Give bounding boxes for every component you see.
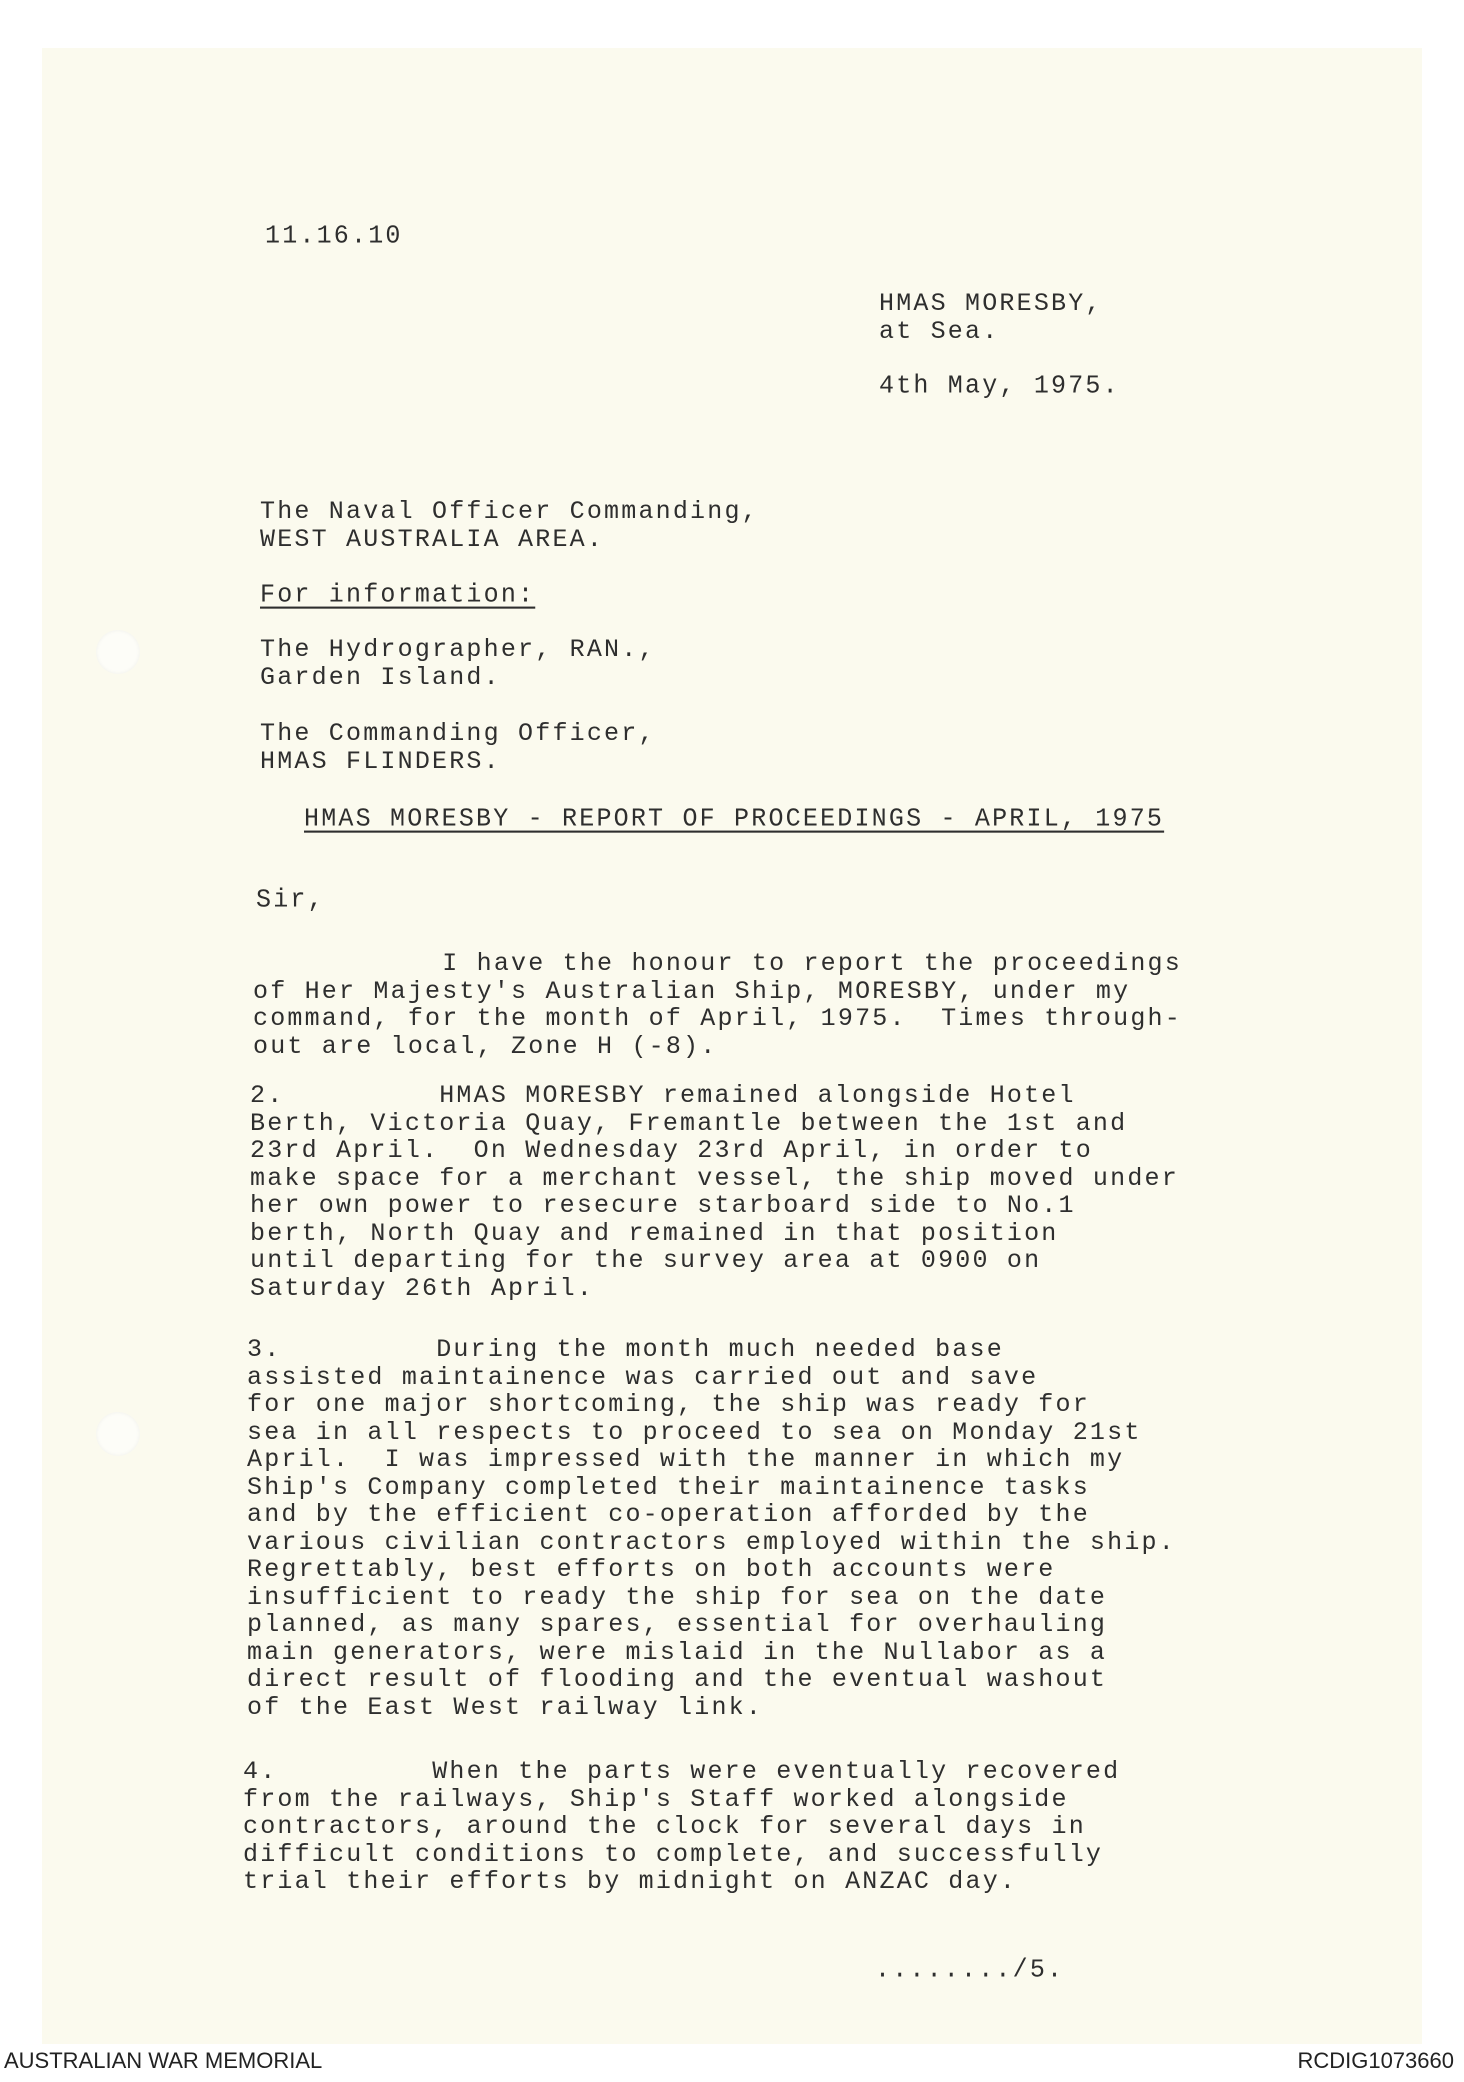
letter-date: 4th May, 1975. <box>879 370 1120 401</box>
paragraph-line: main generators, were mislaid in the Nullabor as a <box>247 1637 1108 1667</box>
footer-institution: AUSTRALIAN WAR MEMORIAL <box>4 2048 323 2073</box>
paragraph-line: command, for the month of April, 1975. Times through- <box>253 1004 1182 1033</box>
footer-record-id: RCDIG1073660 <box>1297 2048 1454 2073</box>
paragraph-line: make space for a merchant vessel, the ship moved under <box>250 1163 1179 1193</box>
paragraph-line: from the railways, Ship's Staff worked alongside <box>243 1784 1069 1814</box>
paragraph-line: of Her Majesty's Australian Ship, MORESBY, under my <box>253 976 1131 1006</box>
paragraph-line: 23rd April. On Wednesday 23rd April, in order to <box>250 1136 1093 1165</box>
paragraph-line: I have the honour to report the proceedings <box>253 949 1182 978</box>
paragraph-3 <box>247 1336 1176 1721</box>
recipient-line: HMAS FLINDERS. <box>260 746 501 776</box>
paragraph-line: out are local, Zone H (-8). <box>253 1031 718 1061</box>
paragraph-line: Ship's Company completed their maintainence tasks <box>247 1472 1090 1502</box>
salutation: Sir, <box>256 884 325 915</box>
paragraph-line: planned, as many spares, essential for overhauling <box>247 1610 1108 1639</box>
recipient-line: The Hydrographer, RAN., <box>260 635 656 664</box>
paragraph-line: for one major shortcoming, the ship was ready for <box>247 1390 1090 1419</box>
paragraph-line: Regrettably, best efforts on both accounts were <box>247 1555 1056 1584</box>
report-title: HMAS MORESBY - REPORT OF PROCEEDINGS - APRIL, 1975 <box>304 803 1165 834</box>
paragraph-line: contractors, around the clock for several days in <box>243 1812 1086 1841</box>
punch-hole <box>96 630 140 674</box>
paragraph-2 <box>250 1082 1179 1302</box>
file-reference: 11.16.10 <box>265 220 403 251</box>
sender-line: at Sea. <box>879 316 1000 346</box>
paragraph-1 <box>253 950 1182 1060</box>
addressee-line: The Naval Officer Commanding, <box>260 497 759 526</box>
paragraph-line: various civilian contractors employed within the ship. <box>247 1527 1176 1557</box>
addressee-block <box>260 498 759 553</box>
paragraph-line: trial their efforts by midnight on ANZAC day. <box>243 1867 1018 1896</box>
paragraph-line: difficult conditions to complete, and successfully <box>243 1839 1104 1869</box>
addressee-line: WEST AUSTRALIA AREA. <box>260 524 605 554</box>
paragraph-line: direct result of flooding and the eventual washout <box>247 1665 1108 1694</box>
paragraph-line: her own power to resecure starboard side to No.1 <box>250 1191 1076 1220</box>
copy-recipient-flinders <box>260 720 656 775</box>
paragraph-line: April. I was impressed with the manner in which my <box>247 1445 1125 1474</box>
paragraph-line: until departing for the survey area at 0900 on <box>250 1246 1042 1275</box>
paragraph-line: assisted maintainence was carried out and save <box>247 1362 1039 1392</box>
recipient-line: Garden Island. <box>260 662 501 692</box>
sender-line: HMAS MORESBY, <box>879 289 1103 318</box>
sender-block <box>879 290 1103 345</box>
continuation-marker: ......../5. <box>875 1954 1065 1985</box>
copy-recipient-hydrographer <box>260 636 656 691</box>
paragraph-line: 3. During the month much needed base <box>247 1335 1004 1364</box>
paragraph-line: sea in all respects to proceed to sea on Monday 21st <box>247 1417 1142 1447</box>
paragraph-line: insufficient to ready the ship for sea on the date <box>247 1582 1108 1612</box>
paragraph-line: berth, North Quay and remained in that position <box>250 1218 1059 1248</box>
paragraph-line: of the East West railway link. <box>247 1692 764 1722</box>
paragraph-line: and by the efficient co-operation afforded by the <box>247 1500 1090 1529</box>
paragraph-4 <box>243 1758 1120 1896</box>
paragraph-line: 4. When the parts were eventually recovered <box>243 1757 1121 1786</box>
punch-hole <box>96 1412 140 1456</box>
for-information-label: For information: <box>260 579 536 610</box>
recipient-line: The Commanding Officer, <box>260 719 656 748</box>
paragraph-line: Berth, Victoria Quay, Fremantle between the 1st and <box>250 1108 1128 1138</box>
paragraph-line: Saturday 26th April. <box>250 1273 595 1303</box>
paragraph-line: 2. HMAS MORESBY remained alongside Hotel <box>250 1081 1076 1110</box>
